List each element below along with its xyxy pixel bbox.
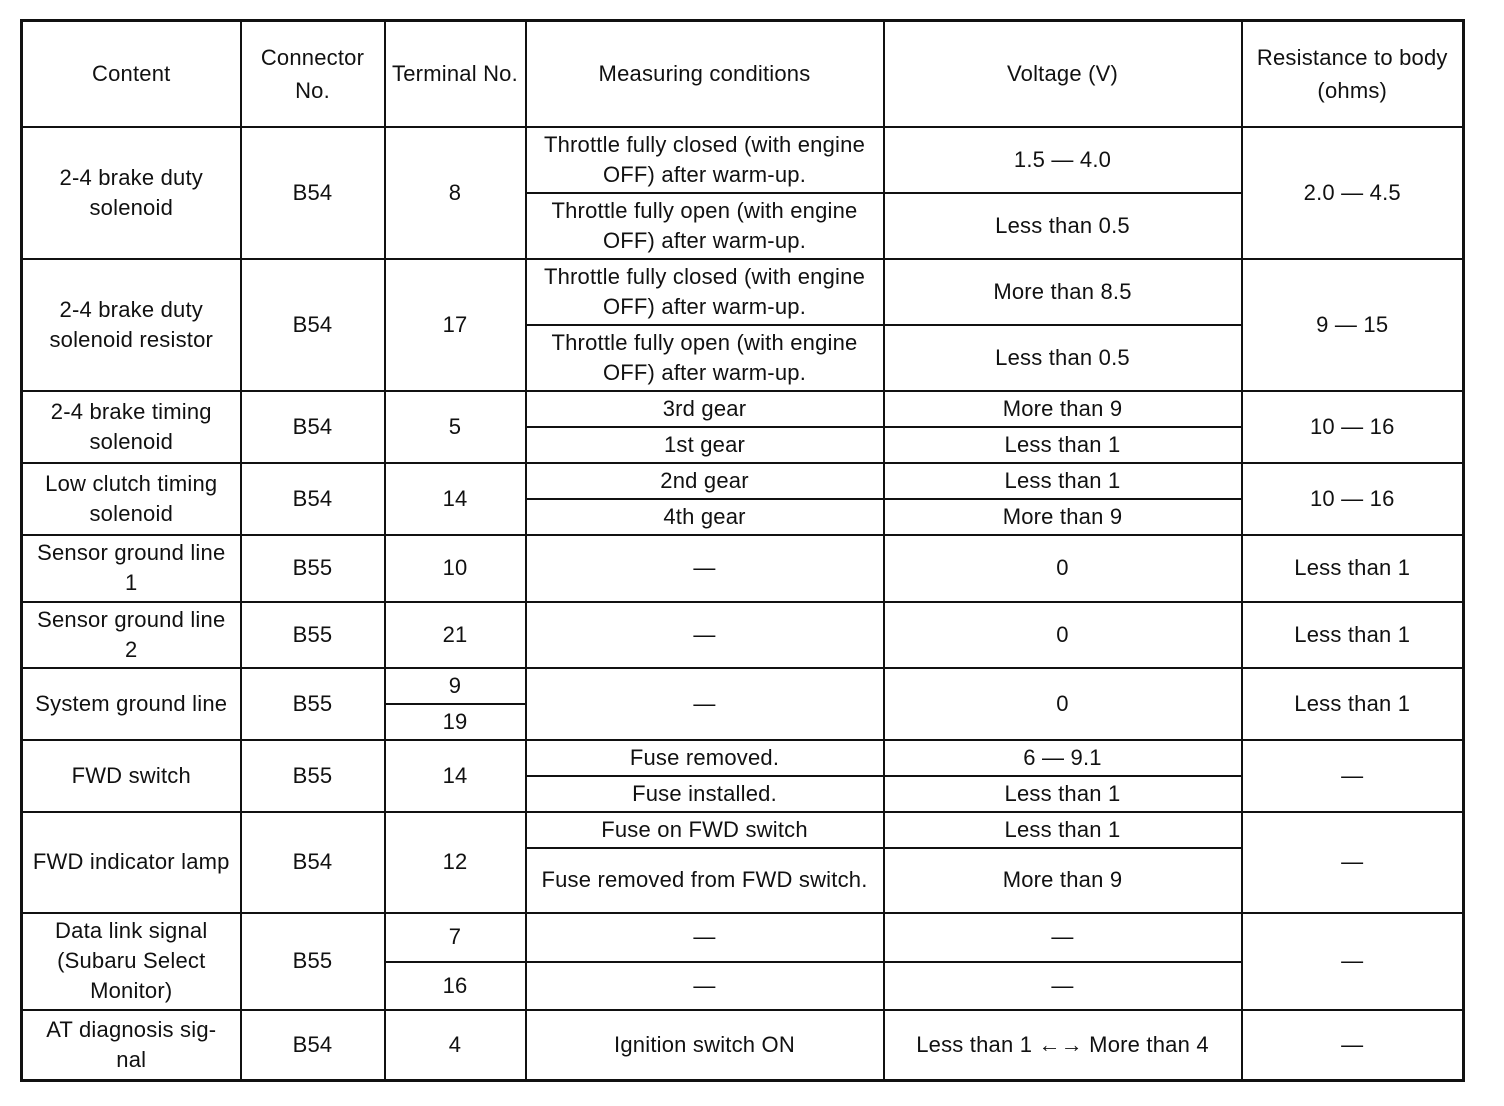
terminal-cell: 14: [385, 740, 526, 812]
condition-cell: 1st gear: [526, 427, 884, 463]
table-row: [22, 602, 1464, 668]
voltage-cell: —: [884, 913, 1242, 962]
table-row: [22, 127, 1464, 193]
connector-cell: B55: [241, 668, 385, 740]
content-cell: FWD indicator lamp: [22, 812, 241, 913]
content-cell: FWD switch: [22, 740, 241, 812]
table-row: [22, 740, 1464, 776]
resistance-cell: —: [1242, 913, 1464, 1010]
voltage-cell: 0: [884, 668, 1242, 740]
resistance-cell: Less than 1: [1242, 602, 1464, 668]
terminal-cell: 21: [385, 602, 526, 668]
condition-cell: Fuse installed.: [526, 776, 884, 812]
table-row: [22, 463, 1464, 499]
content-cell: 2-4 brake timing solenoid: [22, 391, 241, 463]
connector-cell: B55: [241, 740, 385, 812]
terminal-cell: 7: [385, 913, 526, 962]
condition-cell: 3rd gear: [526, 391, 884, 427]
condition-cell: Throttle fully closed (with engine OFF) after warm-up.: [526, 259, 884, 325]
voltage-cell: Less than 1: [884, 812, 1242, 848]
condition-cell: Throttle fully open (with engine OFF) after warm-up.: [526, 325, 884, 391]
terminal-cell: 19: [385, 704, 526, 740]
voltage-cell: More than 9: [884, 391, 1242, 427]
header-terminal-no: Terminal No.: [385, 21, 526, 127]
terminal-cell: 12: [385, 812, 526, 913]
connector-cell: B54: [241, 391, 385, 463]
voltage-cell: 0: [884, 535, 1242, 602]
connector-cell: B54: [241, 812, 385, 913]
table-row: [22, 913, 1464, 962]
voltage-cell: 1.5 — 4.0: [884, 127, 1242, 193]
resistance-cell: Less than 1: [1242, 535, 1464, 602]
voltage-cell: More than 9: [884, 499, 1242, 535]
voltage-cell: More than 8.5: [884, 259, 1242, 325]
terminal-cell: 4: [385, 1010, 526, 1081]
voltage-cell: —: [884, 962, 1242, 1010]
terminal-cell: 9: [385, 668, 526, 704]
condition-cell: 4th gear: [526, 499, 884, 535]
resistance-cell: —: [1242, 1010, 1464, 1081]
resistance-cell: 10 — 16: [1242, 463, 1464, 535]
voltage-cell: More than 9: [884, 848, 1242, 913]
voltage-cell: Less than 1: [884, 427, 1242, 463]
condition-cell: —: [526, 962, 884, 1010]
voltage-cell: Less than 0.5: [884, 193, 1242, 259]
connector-cell: B54: [241, 127, 385, 259]
connector-cell: B54: [241, 1010, 385, 1081]
table-row: [22, 535, 1464, 602]
content-cell: Sensor ground line 2: [22, 602, 241, 668]
header-voltage: Voltage (V): [884, 21, 1242, 127]
content-cell: Sensor ground line 1: [22, 535, 241, 602]
header-measuring-conditions: Measuring conditions: [526, 21, 884, 127]
terminal-cell: 10: [385, 535, 526, 602]
resistance-cell: —: [1242, 740, 1464, 812]
voltage-cell: Less than 1 ←→ More than 4: [884, 1010, 1242, 1081]
table-row: [22, 668, 1464, 704]
header-row: [22, 21, 1464, 127]
condition-cell: —: [526, 535, 884, 602]
voltage-cell: Less than 1: [884, 463, 1242, 499]
terminal-cell: 5: [385, 391, 526, 463]
resistance-cell: 2.0 — 4.5: [1242, 127, 1464, 259]
content-cell: Low clutch timing solenoid: [22, 463, 241, 535]
resistance-cell: Less than 1: [1242, 668, 1464, 740]
voltage-cell: 0: [884, 602, 1242, 668]
condition-cell: —: [526, 668, 884, 740]
connector-cell: B54: [241, 259, 385, 391]
resistance-cell: —: [1242, 812, 1464, 913]
terminal-cell: 16: [385, 962, 526, 1010]
connector-cell: B54: [241, 463, 385, 535]
table-row: [22, 259, 1464, 325]
terminal-cell: 17: [385, 259, 526, 391]
content-cell: AT diagnosis sig- nal: [22, 1010, 241, 1081]
voltage-cell: Less than 0.5: [884, 325, 1242, 391]
voltage-cell: 6 — 9.1: [884, 740, 1242, 776]
header-connector-no: Connector No.: [241, 21, 385, 127]
condition-cell: Throttle fully closed (with engine OFF) after warm-up.: [526, 127, 884, 193]
specification-table: [20, 19, 1465, 1082]
header-resistance-to-body: Resistance to body (ohms): [1242, 21, 1464, 127]
connector-cell: B55: [241, 535, 385, 602]
condition-cell: —: [526, 602, 884, 668]
content-cell: 2-4 brake duty solenoid resistor: [22, 259, 241, 391]
content-cell: 2-4 brake duty solenoid: [22, 127, 241, 259]
condition-cell: Fuse on FWD switch: [526, 812, 884, 848]
resistance-cell: 9 — 15: [1242, 259, 1464, 391]
table-row: [22, 812, 1464, 848]
condition-cell: 2nd gear: [526, 463, 884, 499]
condition-cell: Throttle fully open (with engine OFF) after warm-up.: [526, 193, 884, 259]
condition-cell: —: [526, 913, 884, 962]
resistance-cell: 10 — 16: [1242, 391, 1464, 463]
terminal-cell: 8: [385, 127, 526, 259]
content-cell: System ground line: [22, 668, 241, 740]
header-content: Content: [22, 21, 241, 127]
condition-cell: Fuse removed.: [526, 740, 884, 776]
condition-cell: Fuse removed from FWD switch.: [526, 848, 884, 913]
connector-cell: B55: [241, 602, 385, 668]
terminal-cell: 14: [385, 463, 526, 535]
connector-cell: B55: [241, 913, 385, 1010]
voltage-cell: Less than 1: [884, 776, 1242, 812]
condition-cell: Ignition switch ON: [526, 1010, 884, 1081]
table-row: [22, 1010, 1464, 1081]
content-cell: Data link signal (Subaru Select Monitor): [22, 913, 241, 1010]
table-row: [22, 391, 1464, 427]
